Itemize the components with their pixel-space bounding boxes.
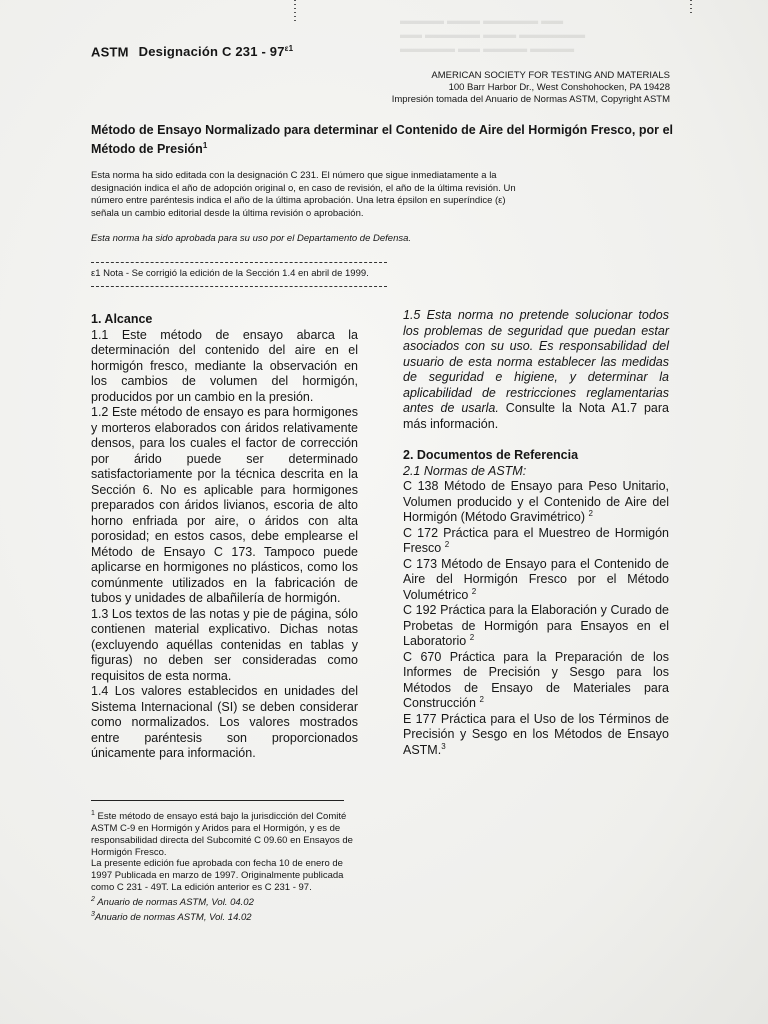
left-column <box>91 312 358 762</box>
footnote-3: $^3$Anuario de normas ASTM, Vol. 14.02 <box>91 910 252 923</box>
title-text: Método de Ensayo Normalizado para determinar el Contenido de Aire del Hormigón Fresco, por el Método de Presión <box>91 123 673 157</box>
editorial-note: ε1 Nota - Se corrigió la edición de la Sección 1.4 en abril de 1999. <box>91 268 369 279</box>
subsection-astm-standards: 2.1 Normas de ASTM: <box>403 463 527 478</box>
footnote-1: $^1$ Este método de ensayo está bajo la jurisdicción del Comité ASTM C-9 en Hormigón y Aridos para el Hormigón, y es de responsabilidad directa del Subcomité C 09.60 en Ensayos de Hormigón Fresco. <box>91 810 353 858</box>
publisher-name: AMERICAN SOCIETY FOR TESTING AND MATERIALS <box>431 70 670 81</box>
dashed-rule-bottom <box>91 286 387 287</box>
footnotes <box>91 808 361 924</box>
paragraph-1-1: 1.1 Este método de ensayo abarca la determinación del contenido del aire en el hormigón fresco, mediante la observación en los cambios de volumen del hormigón, producidos por un cambio en la presión. <box>91 327 358 404</box>
reference-item: C 670 Práctica para la Preparación de los Informes de Precisión y Sesgo para los Métodos de Ensayo de Materiales para Construcción $^2$ <box>403 649 669 710</box>
footnote-2: $^2$ Anuario de normas ASTM, Vol. 04.02 <box>91 895 254 908</box>
document-title <box>91 122 673 157</box>
section-heading-references: 2. Documentos de Referencia <box>403 448 579 462</box>
binding-marks-right <box>690 0 692 14</box>
reference-item: C 192 Práctica para la Elaboración y Curado de Probetas de Hormigón para Ensayos en el Laboratorio $^2$ <box>403 603 669 648</box>
footnote-rule <box>91 800 344 801</box>
org-name: ASTM <box>91 44 129 60</box>
safety-note-reference: Consulte la Nota A1.7 para más información. <box>403 401 669 431</box>
edition-statement: Esta norma ha sido editada con la designación C 231. El número que sigue inmediatamente a la designación indica el año de adopción original o, en caso de revisión, el año de la última revisión. Un número entre paréntesis indica el año de la última aprobación. Una letra épsilon en superíndice (ε) señala un cambio editorial desde la última revisión o aprobación. <box>91 170 516 219</box>
paragraph-1-4: 1.4 Los valores establecidos en unidades del Sistema Internacional (SI) se deben considerar como normalizados. Los valores mostrados entre paréntesis son proporcionados únicamente para información. <box>91 684 358 760</box>
show-through-text: ▬▬▬▬ ▬▬▬ ▬▬▬▬▬ ▬▬ ▬▬ ▬▬▬▬▬ ▬▬▬ ▬▬▬▬▬▬ ▬▬▬▬▬ ▬▬ ▬▬▬▬ ▬▬▬▬ <box>400 15 586 55</box>
dashed-rule-top <box>91 262 387 263</box>
reference-item: E 177 Práctica para el Uso de los Términos de Precisión y Sesgo en los Métodos de Ensayo ASTM.$^3$ <box>403 711 669 757</box>
reference-item: C 172 Práctica para el Muestreo de Hormigón Fresco $^2$ <box>403 525 669 555</box>
paragraph-1-5 <box>403 308 669 432</box>
designation-superscript: ε1 <box>284 44 294 53</box>
approval-statement: Esta norma ha sido aprobada para su uso por el Departamento de Defensa. <box>91 233 412 244</box>
reference-item: C 173 Método de Ensayo para el Contenido de Aire del Hormigón Fresco por el Método Volumétrico $^2$ <box>403 556 669 602</box>
designation-header <box>91 44 293 59</box>
publisher-address: 100 Barr Harbor Dr., West Conshohocken, PA 19428 <box>448 82 670 93</box>
right-column <box>403 308 669 758</box>
paragraph-1-3: 1.3 Los textos de las notas y pie de página, sólo contienen material explicativo. Dichas notas (excluyendo aquéllas contenidas en tablas y figuras) no deben ser consideradas como requisitos de esta norma. <box>91 606 358 683</box>
designation: Designación C 231 - 97 <box>138 44 285 60</box>
paragraph-1-2: 1.2 Este método de ensayo es para hormigones y morteros elaborados con áridos relativamente densos, para los cuales el factor de corrección por árido puede ser determinado satisfactoriamente por la técnica descrita en la Sección 6. No es aplicable para hormigones preparados con áridos livianos, escoria de alto horno enfriada por aire, o áridos con alta porosidad; en estos casos, debe emplearse el Método de Ensayo C 173. Tampoco puede aplicarse en hormigones no plásticos, como los comúnmente utilizados en la fabricación de tubos y unidades de albañilería de hormigón. <box>91 405 358 605</box>
safety-statement: 1.5 Esta norma no pretende solucionar todos los problemas de seguridad que puedan estar asociados con su uso. Es responsabilidad del usuario de esta norma establecer las medidas de seguridad e higiene, y determinar la aplicabilidad de restricciones reglamentarias antes de usarla. <box>403 308 669 415</box>
publisher-block <box>392 70 670 106</box>
title-footnote-mark: 1 <box>202 141 208 150</box>
section-heading-scope: 1. Alcance <box>91 312 153 326</box>
reference-item: C 138 Método de Ensayo para Peso Unitario, Volumen producido y el Contenido de Aire del Hormigón (Método Gravimétrico) $^2$ <box>403 479 669 524</box>
binding-marks <box>294 0 296 22</box>
reprint-note: Impresión tomada del Anuario de Normas ASTM, Copyright ASTM <box>391 94 670 105</box>
footnote-1-edition: La presente edición fue aprobada con fecha 10 de enero de 1997 Publicada en marzo de 1997. Originalmente publicada como C 231 - 49T. La edición anterior es C 231 - 97. <box>91 858 344 893</box>
